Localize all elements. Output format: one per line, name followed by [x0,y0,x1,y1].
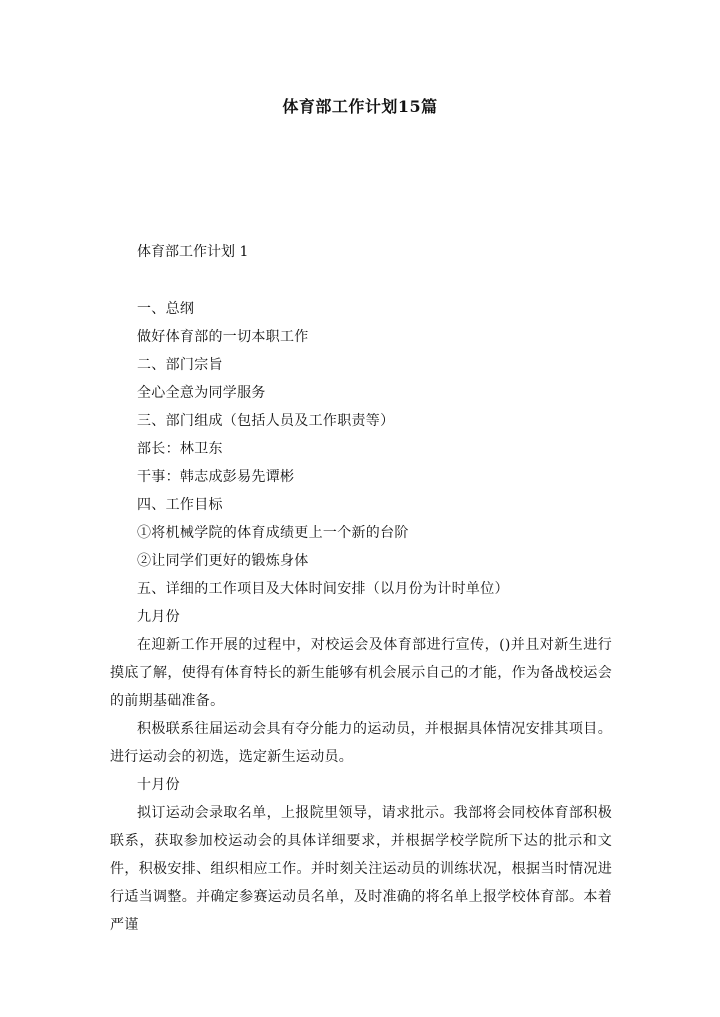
body-line: 全心全意为同学服务 [137,385,266,401]
month-heading: 十月份 [137,777,180,793]
body-paragraph: 在迎新工作开展的过程中，对校运会及体育部进行宣传，()并且对新生进行摸底了解，使得有体育特长的新生能够有机会展示自己的才能，作为备战校运会的前期基础准备。 [110,637,612,709]
goal-item: ①将机械学院的体育成绩更上一个新的台阶 [137,525,409,541]
outline-heading-5: 五、详细的工作项目及大体时间安排（以月份为计时单位） [137,581,509,597]
body-line: 干事：韩志成彭易先谭彬 [137,469,295,485]
body-paragraph: 积极联系往届运动会具有夺分能力的运动员，并根据具体情况安排其项目。进行运动会的初选，选定新生运动员。 [110,721,612,765]
section-heading: 体育部工作计划 1 [137,244,249,260]
body-paragraph: 拟订运动会录取名单，上报院里领导，请求批示。我部将会同校体育部积极联系，获取参加校运动会的具体详细要求，并根据学校学院所下达的批示和文件，积极安排、组织相应工作。并时刻关注运动员的训练状况，根据当时情况进行适当调整。并确定参赛运动员名单，及时准确的将名单上报学校体育部。本着严谨 [110,805,612,933]
document-body [110,295,612,939]
outline-heading-2: 二、部门宗旨 [137,357,223,373]
outline-heading-4: 四、工作目标 [137,497,223,513]
body-line: 部长：林卫东 [137,441,223,457]
goal-item: ②让同学们更好的锻炼身体 [137,553,309,569]
outline-heading-1: 一、总纲 [137,301,195,317]
document-title: 体育部工作计划15篇 [282,97,438,116]
month-heading: 九月份 [137,609,180,625]
outline-heading-3: 三、部门组成（包括人员及工作职责等） [137,413,395,429]
body-line: 做好体育部的一切本职工作 [137,329,309,345]
